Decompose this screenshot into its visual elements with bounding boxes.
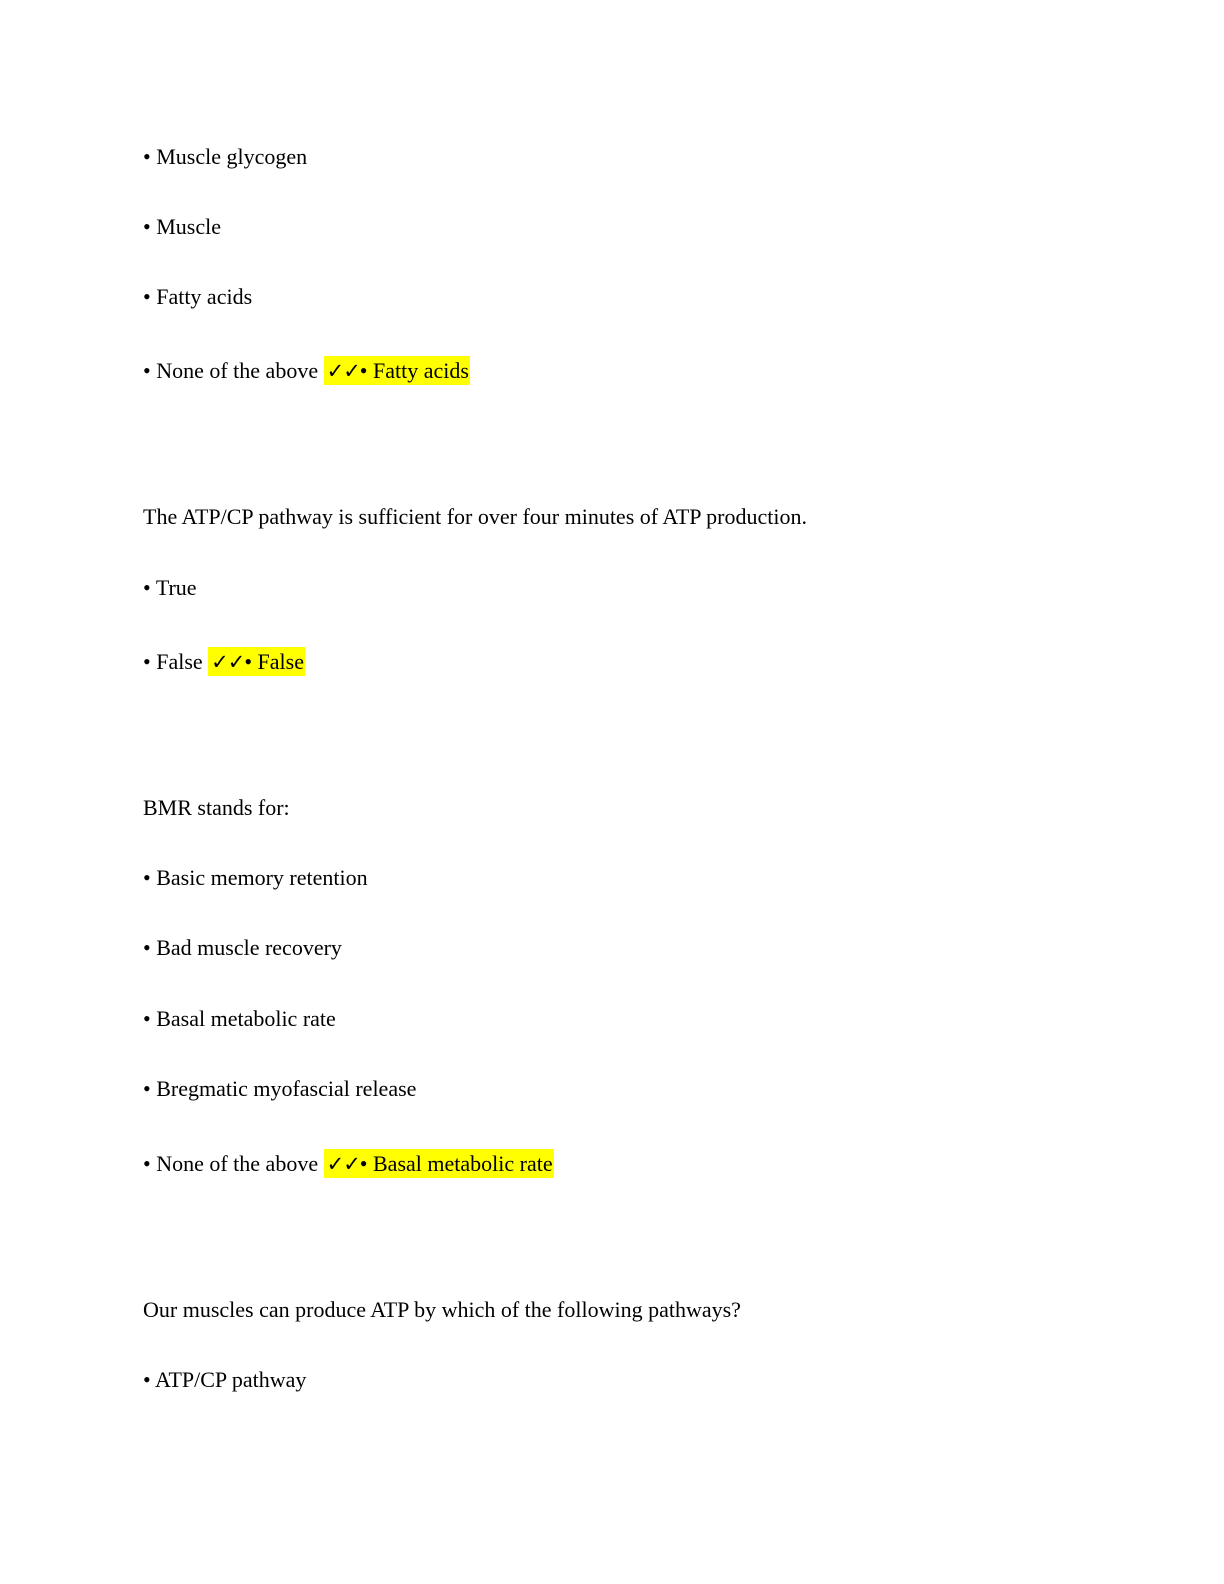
bullet: • [143, 214, 151, 239]
option-text: ATP/CP pathway [155, 1367, 307, 1392]
q3-option-3 [143, 1004, 336, 1034]
bullet: • [143, 1151, 151, 1176]
bullet: • [143, 358, 151, 383]
option-text: Bregmatic myofascial release [156, 1076, 417, 1101]
q3-answer-highlight [324, 1149, 554, 1178]
option-text: True [155, 575, 197, 600]
q1-option-1 [143, 142, 307, 172]
q2-option-2 [143, 647, 305, 677]
bullet: • [143, 865, 151, 890]
option-text: False [156, 649, 203, 674]
q4-prompt: Our muscles can produce ATP by which of the following pathways? [143, 1297, 741, 1322]
answer-text: • Basal metabolic rate [359, 1151, 553, 1176]
option-text: Muscle [156, 214, 221, 239]
bullet: • [143, 144, 151, 169]
option-text: Bad muscle recovery [156, 935, 342, 960]
bullet: • [143, 1006, 151, 1031]
q3-option-4 [143, 1074, 416, 1104]
option-text: Basal metabolic rate [156, 1006, 336, 1031]
check-icon: ✓✓ [211, 650, 245, 674]
q3-prompt: BMR stands for: [143, 795, 290, 820]
option-text: None of the above [156, 358, 319, 383]
bullet: • [143, 649, 151, 674]
q1-answer-highlight [324, 356, 470, 385]
option-text: None of the above [156, 1151, 319, 1176]
answer-text: • False [244, 649, 304, 674]
option-text: Basic memory retention [156, 865, 368, 890]
q2-prompt: The ATP/CP pathway is sufficient for over four minutes of ATP production. [143, 504, 807, 529]
bullet: • [143, 284, 151, 309]
check-icon: ✓✓ [326, 1152, 360, 1176]
bullet: • [143, 935, 151, 960]
option-text: Muscle glycogen [156, 144, 308, 169]
q1-option-3 [143, 282, 252, 312]
option-text: Fatty acids [156, 284, 253, 309]
q4-option-1 [143, 1365, 306, 1395]
q3-option-2 [143, 933, 342, 963]
bullet: • [143, 575, 151, 600]
check-icon: ✓✓ [326, 359, 360, 383]
q3-option-1 [143, 863, 368, 893]
answer-text: • Fatty acids [359, 358, 469, 383]
q3-option-5 [143, 1149, 554, 1179]
q1-option-2 [143, 212, 221, 242]
q2-option-1 [143, 573, 197, 603]
q1-option-4 [143, 356, 470, 386]
bullet: • [143, 1367, 151, 1392]
bullet: • [143, 1076, 151, 1101]
q2-answer-highlight [208, 647, 305, 676]
